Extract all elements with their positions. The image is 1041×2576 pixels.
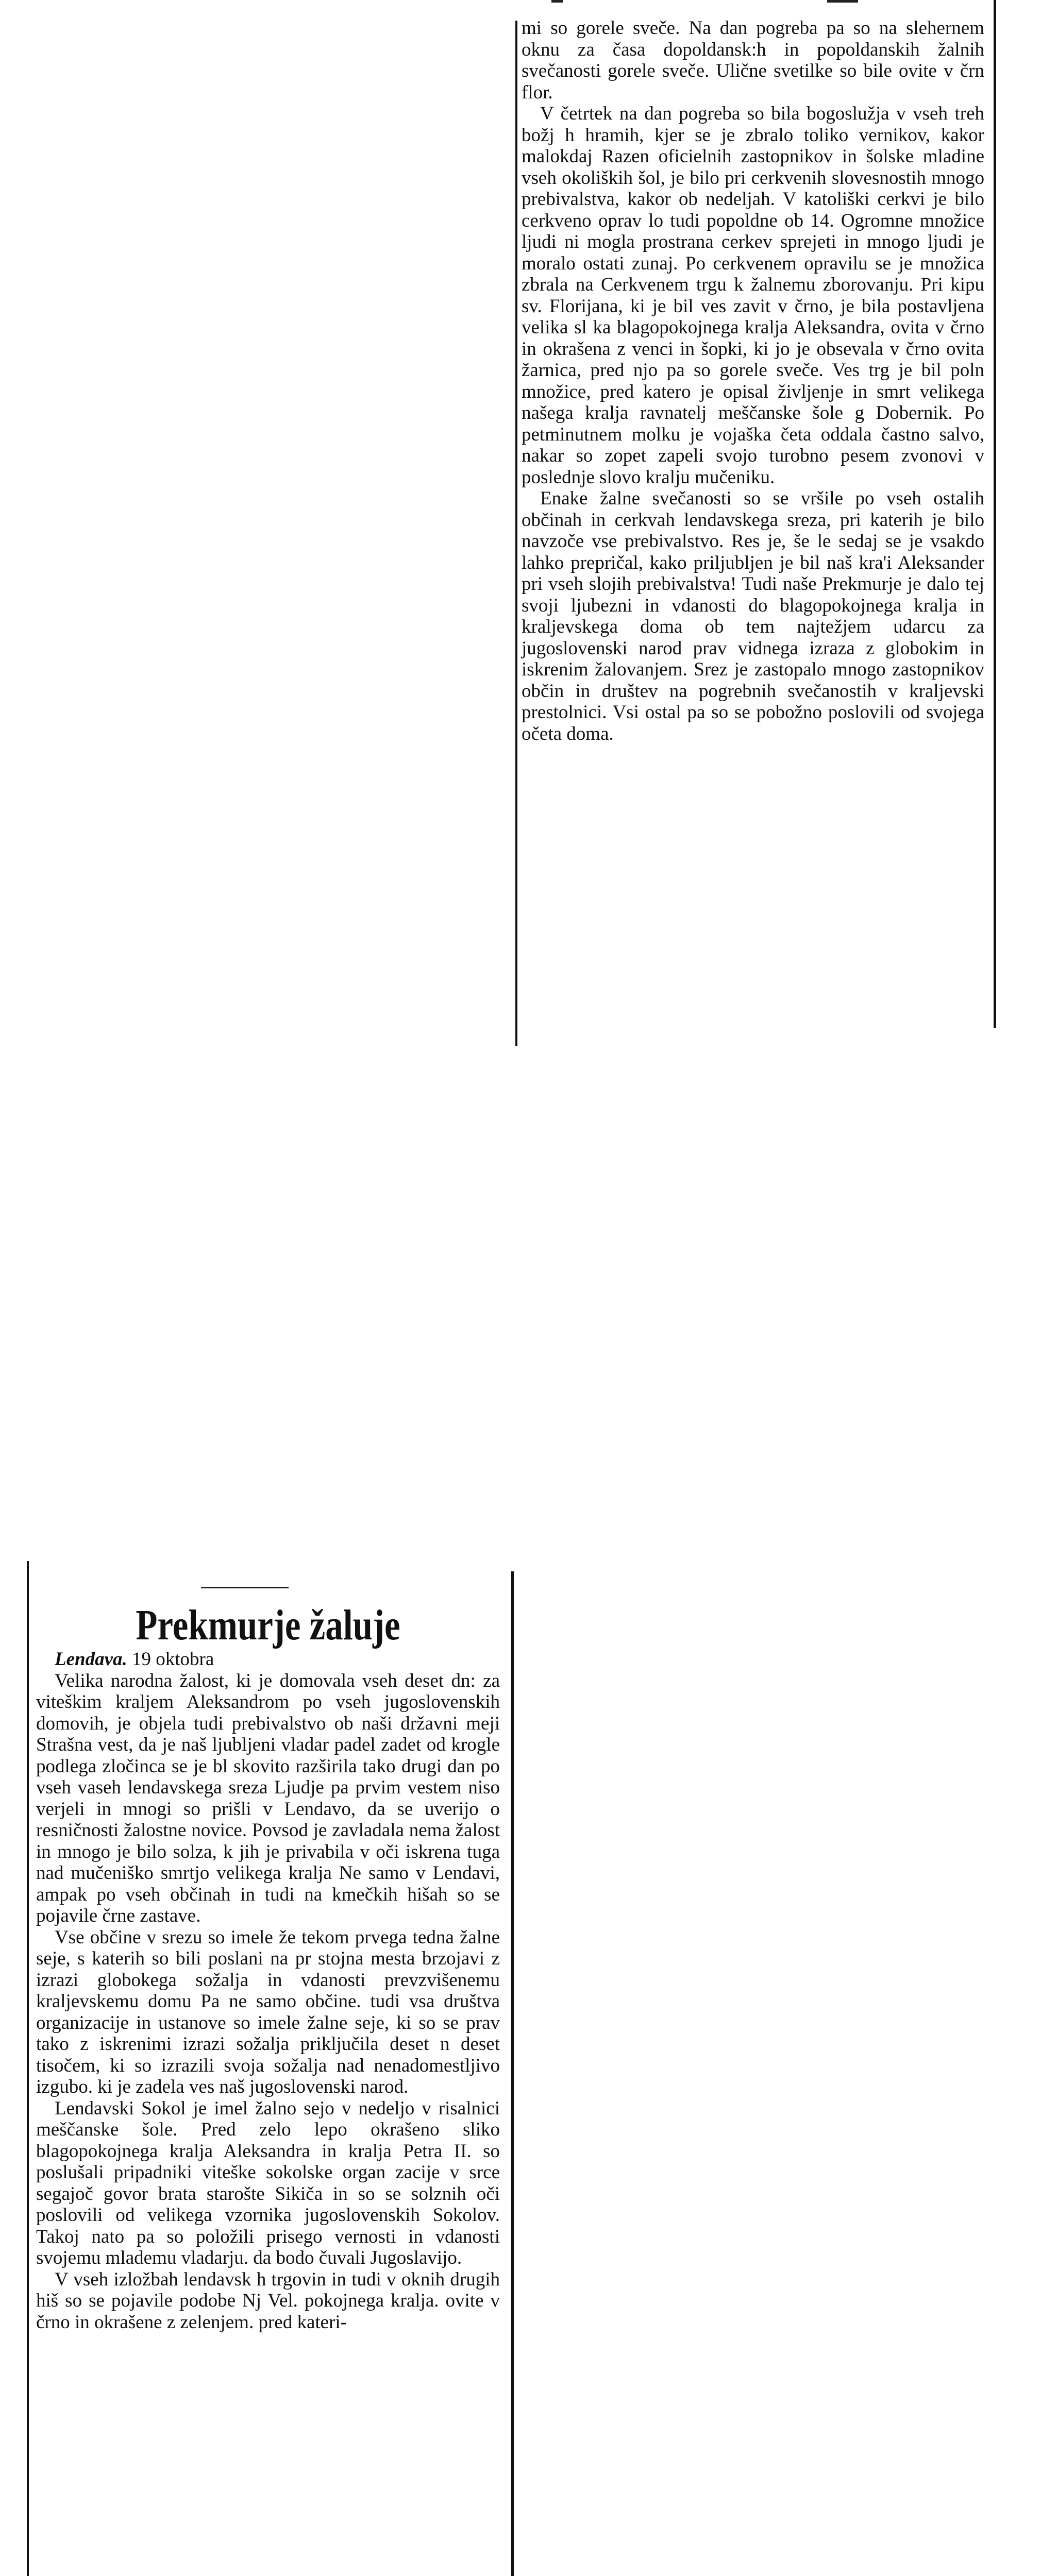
column-rule-right: [511, 1571, 514, 2576]
paragraph: Lendavski Sokol je imel žalno sejo v nedeljo v risalnici meščanske šole. Pred zelo lepo okrašeno sliko blagopokojnega kralja Aleksandra in kralja Petra II. so poslušali pripadniki viteške sokolske organ zacije v srce segajoč govor brata starošte Sikiča in so se solznih oči poslovili od velikega vzornika jugoslovenskih Sokolov. Takoj nato pa so položili prisego vernosti in vdanosti svojemu mlademu vladarju. da bodo čuvali Jugoslavijo.: [36, 2097, 500, 2268]
paragraph: Enake žalne svečanosti so se vršile po vseh ostalih občinah in cerkvah lendavskega sreza, pri katerih je bilo navzoče vse prebivalstvo. Res je, še le sedaj se je vsakdo lahko prepričal, kako priljubljen je bil naš kra'i Aleksander pri vseh slojih prebivalstva! Tudi naše Prekmurje je dalo tej svoji ljubezni in vdanosti do blagopokojnega kralja in kraljevskega doma ob tem najtežjem udarcu za jugoslovenski narod prav vidnega izraza z globokim in iskrenim žalovanjem. Srez je zastopalo mnogo zastopnikov občin in društev na pogrebnih svečanostih v kraljevski prestolnici. Vsi ostal pa so se pobožno poslovili od svojega očeta doma.: [522, 488, 984, 744]
paragraph: V vseh izložbah lendavsk h trgovin in tudi v oknih drugih hiš so se pojavile podobe Nj Vel. pokojnega kralja. ovite v črno in okrašene z zelenjem. pred kateri-: [36, 2268, 500, 2333]
dateline-date: 19 oktobra: [132, 1649, 214, 1670]
top-edge-mark: [827, 0, 858, 3]
headline: Prekmurje žaluje: [136, 1601, 400, 1649]
paragraph: Velika narodna žalost, ki je domovala vseh deset dn: za viteškim kraljem Aleksandrom po vseh jugoslovenskih domovih, je objela tudi prebivalstvo ob naši državni meji Strašna vest, da je naš ljubljeni vladar padel zadet od krogle podlega zločinca se je bl skovito razširila tako drugi dan po vseh vaseh lendavskega sreza Ljudje pa prvim vestem niso verjeli in mnogi so prišli v Lendavo, da se uverijo o resničnosti žalostne novice. Povsod je zavladala nema žalost in mnogo je bilo solza, k jih je privabila v oči iskrena tuga nad mučeniško smrtjo velikega kralja Ne samo v Lendavi, ampak po vseh občinah in tudi na kmečkih hišah so se pojavile črne zastave.: [36, 1670, 500, 1926]
headline-rule: [201, 1587, 289, 1588]
top-edge-mark: [551, 0, 563, 3]
column-rule-left: [27, 1561, 29, 2576]
column-rule-left: [515, 21, 517, 1046]
paragraph: Vse občine v srezu so imele že tekom prvega tedna žalne seje, s katerih so bili poslani na pr stojna mesta brzojavi z izrazi globokega sožalja in vdanosti prevzvišenemu kraljevskemu domu Pa ne samo občine. tudi vsa društva organizacije in ustanove so imele žalne seje, ki so se prav tako z iskrenimi izrazi sožalja priključila deset n deset tisočem, ki so izrazili svoja sožalja nad nenadomestljivo izgubo. ki je zadela ves naš jugoslovenski narod.: [36, 1926, 500, 2097]
article-continuation-column: [522, 18, 984, 744]
column-rule-right: [994, 0, 996, 1028]
dateline-place: Lendava.: [55, 1649, 127, 1670]
paragraph: mi so gorele sveče. Na dan pogreba pa so na slehernem oknu za časa dopoldansk:h in popoldanskih žalnih svečanosti gorele sveče. Ulične svetilke so bile ovite v črn flor.: [522, 18, 984, 103]
article-column: [36, 1602, 500, 2333]
paragraph: V četrtek na dan pogreba so bila bogoslužja v vseh treh božj h hramih, kjer se je zbralo toliko vernikov, kakor malokdaj Razen oficielnih zastopnikov in šolske mladine vseh okoliških šol, je bilo pri cerkvenih slovesnostih mnogo prebivalstva, kakor ob nedeljah. V katoliški cerkvi je bilo cerkveno oprav lo tudi popoldne ob 14. Ogromne množice ljudi ni mogla prostrana cerkev sprejeti in mnogo ljudi je moralo ostati zunaj. Po cerkvenem opravilu se je množica zbrala na Cerkvenem trgu k žalnemu zborovanju. Pri kipu sv. Florijana, ki je bil ves zavit v črno, je bila postavljena velika sl ka blagopokojnega kralja Aleksandra, ovita v črno in okrašena z venci in šopki, ki jo je obsevala v črno ovita žarnica, pred njo pa so gorele sveče. Ves trg je bil poln množice, pred katero je opisal življenje in smrt velikega našega kralja ravnatelj meščanske šole g Dobernik. Po petminutnem molku je vojaška četa oddala častno salvo, nakar so zopet zapeli svojo turobno pesem zvonovi v poslednje slovo kralju mučeniku.: [522, 103, 984, 488]
dateline: [36, 1649, 500, 1670]
